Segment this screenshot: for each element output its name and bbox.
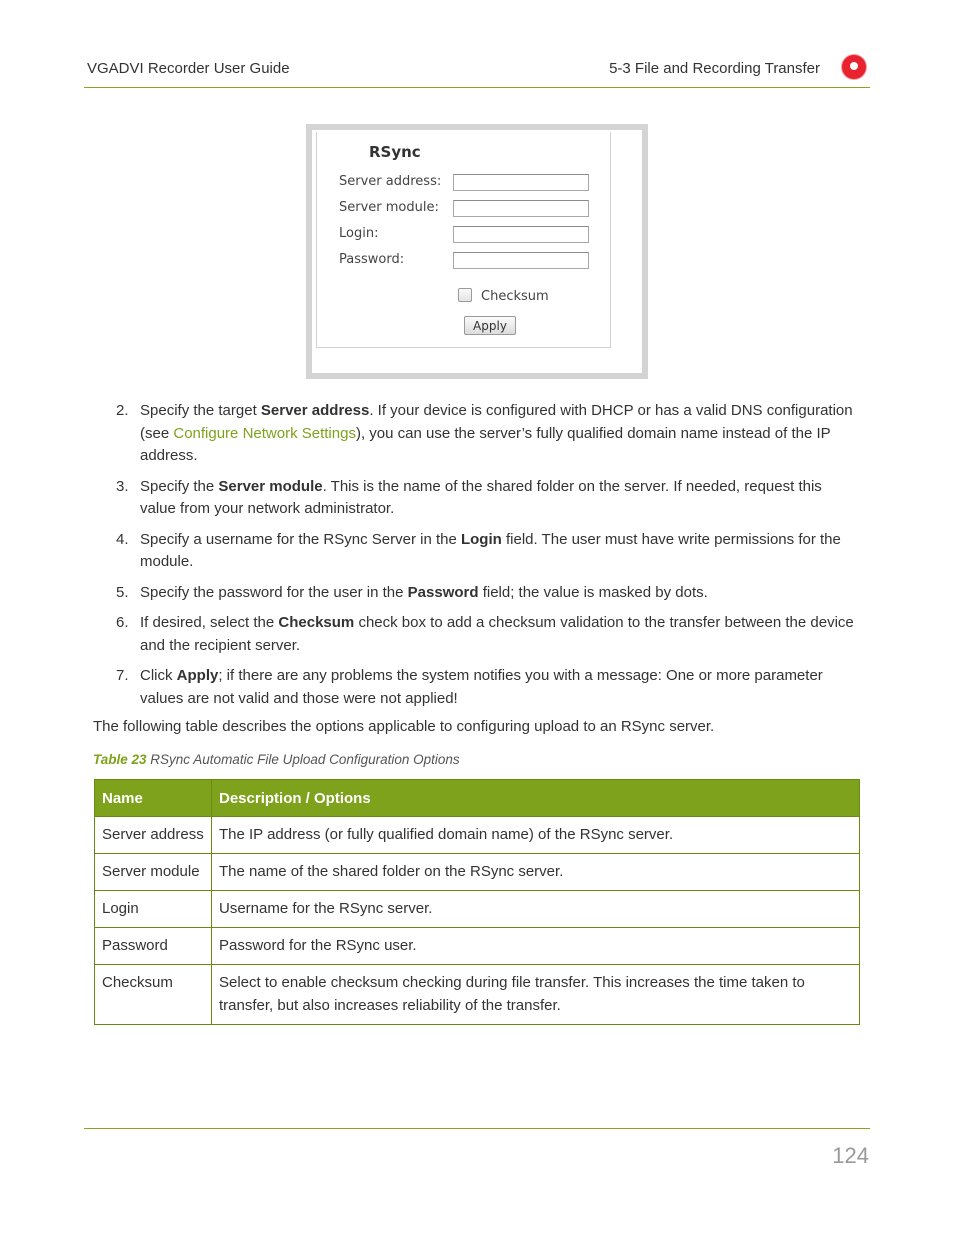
rsync-title: RSync bbox=[369, 143, 421, 161]
step-text: field; the value is masked by dots. bbox=[478, 583, 708, 601]
step-text: If desired, select the bbox=[140, 614, 279, 631]
steps-list bbox=[116, 400, 856, 718]
password-input[interactable] bbox=[453, 252, 589, 269]
table-cell-name: Password bbox=[95, 928, 212, 965]
epiphan-logo-icon bbox=[842, 55, 866, 79]
table-cell-description: Username for the RSync server. bbox=[212, 891, 860, 928]
step-item bbox=[116, 476, 856, 521]
table-header-row bbox=[95, 780, 860, 817]
step-emphasis: Server module bbox=[218, 477, 323, 495]
step-text: ; if there are any problems the system notifies you with a message: One or more parameter values are not valid and those were not applied! bbox=[140, 667, 823, 707]
table-cell-description: The name of the shared folder on the RSync server. bbox=[212, 854, 860, 891]
step-text: . If your device is configured with DHCP or has a valid DNS configuration (see bbox=[140, 402, 853, 442]
header-divider bbox=[84, 87, 870, 88]
table-cell-description: Password for the RSync user. bbox=[212, 928, 860, 965]
step-emphasis: Apply bbox=[176, 667, 219, 684]
step-number: 3. bbox=[116, 477, 129, 495]
step-number: 5. bbox=[116, 583, 129, 601]
table-row bbox=[95, 928, 860, 965]
step-text: field. The user must have write permissions for the module. bbox=[140, 530, 841, 570]
checksum-checkbox[interactable] bbox=[458, 288, 472, 302]
table-row bbox=[95, 854, 860, 891]
col-header-description: Description / Options bbox=[212, 780, 860, 817]
step-emphasis: Checksum bbox=[278, 614, 355, 631]
checksum-label: Checksum bbox=[481, 289, 549, 304]
intro-paragraph: The following table describes the options applicable to configuring upload to an RSync server. bbox=[93, 718, 715, 735]
table-cell-description: Select to enable checksum checking during file transfer. This increases the time taken to transfer, but also increases reliability of the transfer. bbox=[212, 965, 860, 1025]
step-item bbox=[116, 529, 856, 574]
server-address-input[interactable] bbox=[453, 174, 589, 191]
server-module-label: Server module: bbox=[339, 200, 439, 215]
step-number: 7. bbox=[116, 667, 129, 684]
col-header-name: Name bbox=[95, 780, 212, 817]
step-text: Click bbox=[140, 667, 177, 684]
step-text: ), you can use the server’s fully qualified domain name instead of the IP address. bbox=[140, 424, 831, 464]
table-row bbox=[95, 817, 860, 854]
step-text: Specify the target bbox=[140, 402, 261, 419]
table-cell-name: Checksum bbox=[95, 965, 212, 1025]
step-number: 4. bbox=[116, 530, 129, 548]
table-row bbox=[95, 891, 860, 928]
step-emphasis: Password bbox=[407, 583, 479, 601]
server-module-input[interactable] bbox=[453, 200, 589, 217]
step-item bbox=[116, 400, 856, 468]
step-number: 2. bbox=[116, 402, 129, 419]
step-emphasis: Login bbox=[460, 530, 502, 548]
table-row bbox=[95, 965, 860, 1025]
server-address-label: Server address: bbox=[339, 174, 442, 189]
step-item bbox=[116, 612, 856, 657]
page-number: 124 bbox=[832, 1143, 869, 1168]
step-text: check box to add a checksum validation to the transfer between the device and the recipient server. bbox=[140, 614, 854, 654]
step-emphasis: Server address bbox=[260, 402, 370, 419]
step-text: . This is the name of the shared folder on the server. If needed, request this value from your network administrator. bbox=[140, 477, 822, 517]
header-title: VGADVI Recorder User Guide bbox=[87, 60, 290, 77]
table-cell-description: The IP address (or fully qualified domain name) of the RSync server. bbox=[212, 817, 860, 854]
footer-divider bbox=[84, 1128, 870, 1129]
options-table bbox=[94, 779, 860, 1025]
rsync-panel bbox=[316, 132, 611, 348]
table-cell-name: Server address bbox=[95, 817, 212, 854]
step-text: Specify the password for the user in the bbox=[140, 583, 408, 601]
password-label: Password: bbox=[339, 252, 405, 267]
step-number: 6. bbox=[116, 614, 129, 631]
step-link[interactable]: Configure Network Settings bbox=[173, 424, 356, 442]
rsync-screenshot bbox=[306, 124, 648, 379]
step-item bbox=[116, 582, 856, 605]
step-text: Specify a username for the RSync Server in the bbox=[140, 530, 461, 548]
table-cell-name: Server module bbox=[95, 854, 212, 891]
apply-button[interactable]: Apply bbox=[464, 316, 516, 335]
login-label: Login: bbox=[339, 226, 379, 241]
step-text: Specify the bbox=[140, 477, 219, 495]
table-caption bbox=[93, 752, 460, 767]
caption-label: Table 23 bbox=[93, 752, 147, 767]
screenshot-body bbox=[312, 130, 642, 373]
step-item bbox=[116, 665, 856, 710]
header-section: 5-3 File and Recording Transfer bbox=[609, 60, 820, 77]
table-cell-name: Login bbox=[95, 891, 212, 928]
login-input[interactable] bbox=[453, 226, 589, 243]
caption-text: RSync Automatic File Upload Configuration Options bbox=[146, 752, 460, 767]
